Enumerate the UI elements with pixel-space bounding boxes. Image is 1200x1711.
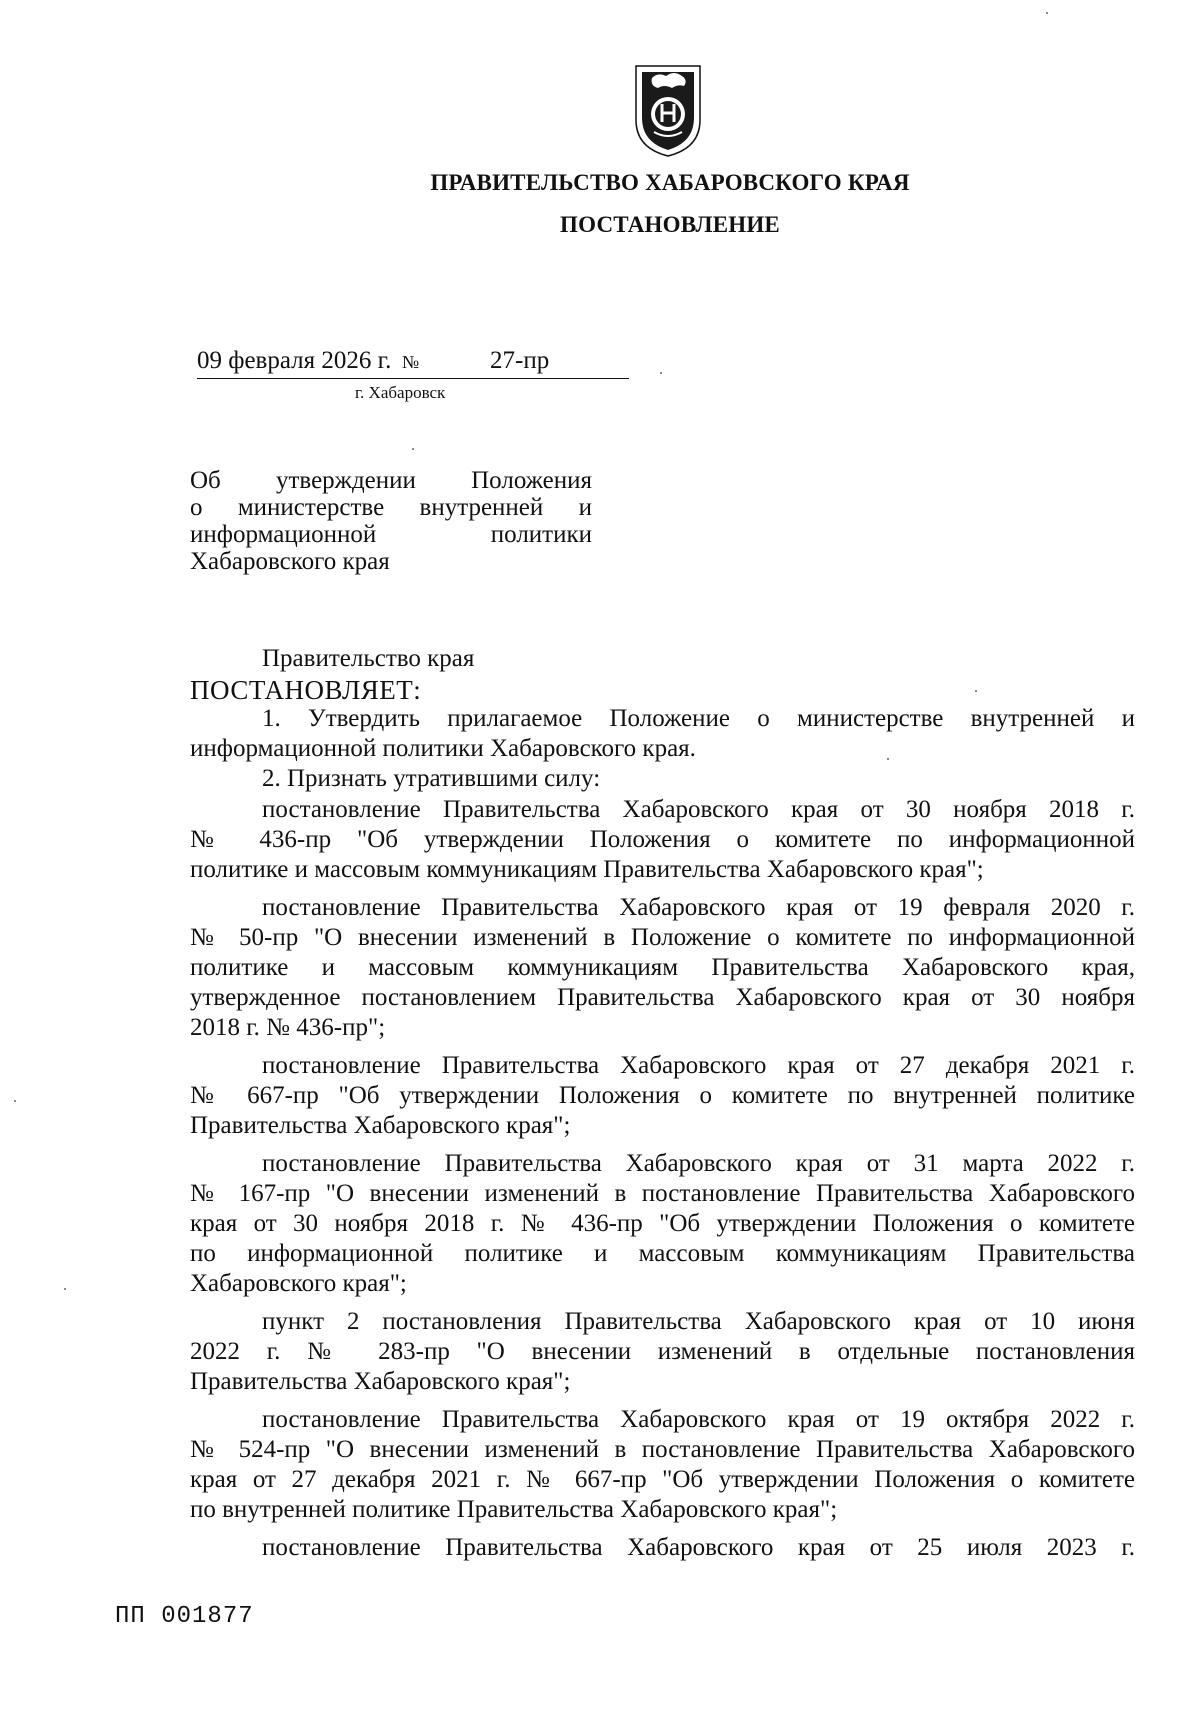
scan-speck: [64, 1288, 66, 1290]
number-underline: [197, 378, 629, 379]
document-subject: [190, 467, 592, 575]
scan-speck: [887, 758, 889, 760]
document-city: г. Хабаровск: [355, 383, 446, 402]
number-label: №: [402, 352, 420, 372]
body-line: 2022 г. № 283-пр "О внесении изменений в отдельные постановления: [190, 1338, 1135, 1365]
body-line: края от 27 декабря 2021 г. № 667-пр "Об утверждении Положения о комитете: [190, 1466, 1135, 1493]
body-line: политике и массовым коммуникациям Правительства Хабаровского края,: [190, 954, 1135, 981]
body-line: 2018 г. № 436-пр";: [190, 1014, 386, 1041]
body-line: постановление Правительства Хабаровского края от 27 декабря 2021 г.: [262, 1052, 1135, 1079]
body-line: № 436-пр "Об утверждении Положения о комитете по информационной: [190, 826, 1135, 853]
resolves-heading: ПОСТАНОВЛЯЕТ:: [190, 675, 422, 705]
body-line: политике и массовым коммуникациям Правительства Хабаровского края";: [190, 856, 984, 883]
body-line: постановление Правительства Хабаровского края от 25 июля 2023 г.: [262, 1534, 1135, 1561]
subject-line: Об утверждении Положения: [190, 467, 592, 494]
organization-title: ПРАВИТЕЛЬСТВО ХАБАРОВСКОГО КРАЯ: [430, 170, 910, 195]
body-line: 1. Утвердить прилагаемое Положение о министерстве внутренней и: [262, 705, 1135, 732]
scan-speck: [975, 690, 977, 692]
body-line: 2. Признать утратившими силу:: [262, 765, 601, 792]
body-line: постановление Правительства Хабаровского края от 19 октября 2022 г.: [262, 1406, 1135, 1433]
document-date: 09 февраля 2026 г.: [197, 347, 392, 374]
body-line: № 167-пр "О внесении изменений в постановление Правительства Хабаровского: [190, 1180, 1135, 1207]
body-line: постановление Правительства Хабаровского края от 19 февраля 2020 г.: [262, 894, 1135, 921]
body-line: Правительства Хабаровского края";: [190, 1112, 571, 1139]
document-number: 27-пр: [490, 347, 550, 374]
scan-speck: [412, 448, 414, 450]
body-line: № 667-пр "Об утверждении Положения о комитете по внутренней политике: [190, 1082, 1135, 1109]
document-type-title: ПОСТАНОВЛЕНИЕ: [560, 212, 780, 237]
body-line: по внутренней политике Правительства Хабаровского края";: [190, 1496, 838, 1523]
body-line: по информационной политике и массовым коммуникациям Правительства: [190, 1240, 1135, 1267]
coat-of-arms-emblem-icon: [628, 60, 708, 160]
scan-speck: [14, 1100, 16, 1102]
body-line: постановление Правительства Хабаровского края от 31 марта 2022 г.: [262, 1150, 1135, 1177]
body-line: № 50-пр "О внесении изменений в Положение о комитете по информационной: [190, 924, 1135, 951]
body-line: Хабаровского края";: [190, 1270, 407, 1297]
body-line: утвержденное постановлением Правительства Хабаровского края от 30 ноября: [190, 984, 1135, 1011]
body-line: Правительство края: [262, 645, 475, 672]
footer-document-code: ПП 001877: [115, 1603, 254, 1630]
body-line: края от 30 ноября 2018 г. № 436-пр "Об утверждении Положения о комитете: [190, 1210, 1135, 1237]
subject-line: Хабаровского края: [190, 548, 390, 575]
body-line: постановление Правительства Хабаровского края от 30 ноября 2018 г.: [262, 796, 1135, 823]
body-line: информационной политики Хабаровского края.: [190, 735, 696, 762]
subject-line: информационной политики: [190, 521, 592, 548]
scan-speck: [1046, 12, 1048, 14]
body-line: Правительства Хабаровского края";: [190, 1368, 571, 1395]
body-line: № 524-пр "О внесении изменений в постановление Правительства Хабаровского: [190, 1436, 1135, 1463]
body-line: пункт 2 постановления Правительства Хабаровского края от 10 июня: [262, 1308, 1135, 1335]
subject-line: о министерстве внутренней и: [190, 494, 592, 521]
scan-speck: [660, 372, 662, 374]
